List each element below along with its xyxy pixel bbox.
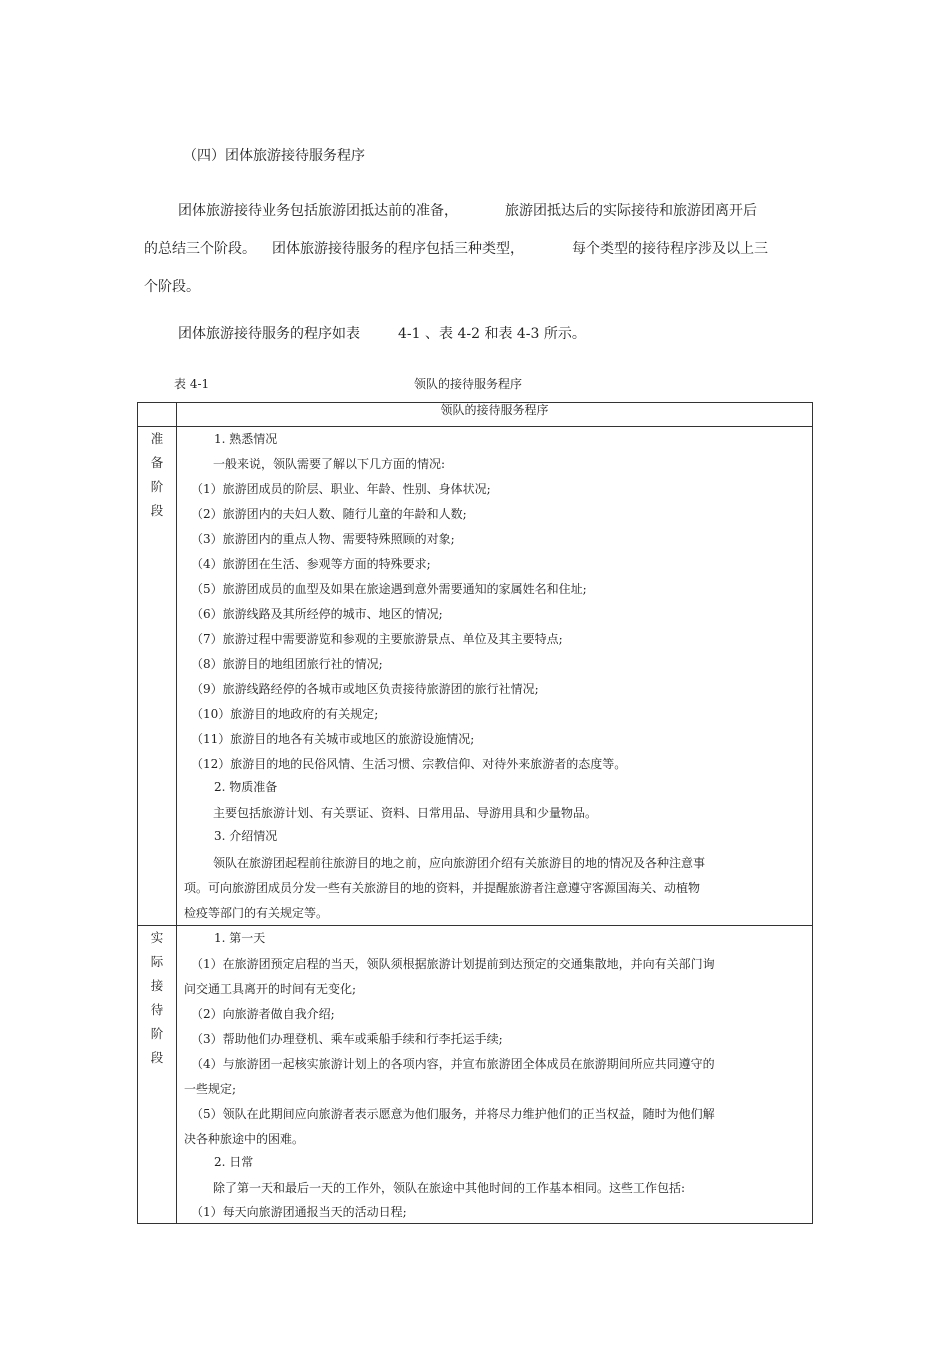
stage2-line: 问交通工具离开的时间有无变化; — [184, 982, 357, 996]
stage2-char: 阶 — [150, 1026, 164, 1041]
stage1-line: （11）旅游目的地各有关城市或地区的旅游设施情况; — [191, 732, 475, 746]
stage2-char: 段 — [150, 1050, 164, 1065]
stage1-line: 领队在旅游团起程前往旅游目的地之前，应向旅游团介绍有关旅游目的地的情况及各种注意事 — [213, 856, 706, 870]
stage1-line: 项。可向旅游团成员分发一些有关旅游目的地的资料，并提醒旅游者注意遵守客源国海关、动植物 — [184, 881, 701, 895]
stage2-line: （3）帮助他们办理登机、乘车或乘船手续和行李托运手续; — [191, 1032, 503, 1046]
stage2-line: 决各种旅途中的困难。 — [184, 1132, 305, 1146]
stage2-char: 实 — [150, 930, 164, 945]
stage2-row — [138, 926, 813, 1224]
stage1-line: （10）旅游目的地政府的有关规定; — [191, 707, 379, 721]
stage1-char: 阶 — [150, 479, 164, 494]
stage2-line: （1）每天向旅游团通报当天的活动日程; — [191, 1205, 407, 1219]
stage2-line: （5）领队在此期间应向旅游者表示愿意为他们服务，并将尽力维护他们的正当权益，随时为他们解 — [191, 1107, 715, 1121]
stage1-line: （4）旅游团在生活、参观等方面的特殊要求; — [191, 557, 431, 571]
table-header: 领队的接待服务程序 — [177, 403, 813, 427]
header-empty-cell — [138, 403, 177, 427]
stage1-line: （9）旅游线路经停的各城市或地区负责接待旅游团的旅行社情况; — [191, 682, 539, 696]
stage1-char: 准 — [150, 431, 164, 446]
intro-p1-line1-a: 团体旅游接待业务包括旅游团抵达前的准备， — [178, 203, 458, 219]
stage1-line: （3）旅游团内的重点人物、需要特殊照顾的对象; — [191, 532, 455, 546]
table-caption-label: 表 4-1 — [174, 377, 210, 391]
stage1-line: （2）旅游团内的夫妇人数、随行儿童的年龄和人数; — [191, 507, 467, 521]
intro-p1-line2-a: 的总结三个阶段。 — [144, 241, 256, 257]
stage2-content — [177, 926, 813, 1224]
stage2-line: 2. 日常 — [214, 1155, 254, 1169]
stage1-row — [138, 427, 813, 926]
stage1-line: 2. 物质准备 — [214, 780, 278, 794]
stage1-line: 1. 熟悉情况 — [214, 432, 278, 446]
stage1-line: （1）旅游团成员的阶层、职业、年龄、性别、身体状况; — [191, 482, 491, 496]
stage1-line: （8）旅游目的地组团旅行社的情况; — [191, 657, 383, 671]
stage1-line: （5）旅游团成员的血型及如果在旅途遇到意外需要通知的家属姓名和住址; — [191, 582, 587, 596]
stage2-line: 一些规定; — [184, 1082, 237, 1096]
table-caption-title: 领队的接待服务程序 — [414, 377, 523, 391]
stage1-line: 检疫等部门的有关规定等。 — [184, 906, 329, 920]
stage1-line: （6）旅游线路及其所经停的城市、地区的情况; — [191, 607, 443, 621]
stage1-line: 3. 介绍情况 — [214, 829, 278, 843]
stage2-char: 接 — [150, 978, 164, 993]
stage1-label — [138, 427, 177, 926]
stage2-line: （1）在旅游团预定启程的当天，领队须根据旅游计划提前到达预定的交通集散地，并向有关部门询 — [191, 957, 715, 971]
intro-p2-a: 团体旅游接待服务的程序如表 — [178, 326, 360, 342]
intro-p1-line3: 个阶段。 — [144, 279, 200, 295]
stage2-line: （2）向旅游者做自我介绍; — [191, 1007, 335, 1021]
intro-p2-b: 4-1 、表 4-2 和表 4-3 所示。 — [398, 326, 586, 342]
procedure-table — [137, 402, 813, 1224]
intro-p1-line2-b: 团体旅游接待服务的程序包括三种类型， — [272, 241, 524, 257]
table-header-row — [138, 403, 813, 427]
stage2-line: 除了第一天和最后一天的工作外，领队在旅途中其他时间的工作基本相同。这些工作包括: — [213, 1181, 686, 1195]
section-heading: （四）团体旅游接待服务程序 — [183, 148, 365, 164]
stage2-label — [138, 926, 177, 1224]
stage2-line: 1. 第一天 — [214, 931, 266, 945]
stage1-line: 一般来说，领队需要了解以下几方面的情况: — [213, 457, 446, 471]
stage1-line: （7）旅游过程中需要游览和参观的主要旅游景点、单位及其主要特点; — [191, 632, 563, 646]
stage1-char: 备 — [150, 455, 164, 470]
stage1-line: 主要包括旅游计划、有关票证、资料、日常用品、导游用具和少量物品。 — [213, 806, 598, 820]
intro-p1-line1-b: 旅游团抵达后的实际接待和旅游团离开后 — [505, 203, 757, 219]
stage2-char: 际 — [150, 954, 164, 969]
stage1-content — [177, 427, 813, 926]
intro-p1-line2-c: 每个类型的接待程序涉及以上三 — [572, 241, 768, 257]
stage1-char: 段 — [150, 503, 164, 518]
stage1-line: （12）旅游目的地的民俗风情、生活习惯、宗教信仰、对待外来旅游者的态度等。 — [191, 757, 627, 771]
stage2-char: 待 — [150, 1002, 164, 1017]
stage2-line: （4）与旅游团一起核实旅游计划上的各项内容，并宣布旅游团全体成员在旅游期间所应共同遵守的 — [191, 1057, 715, 1071]
